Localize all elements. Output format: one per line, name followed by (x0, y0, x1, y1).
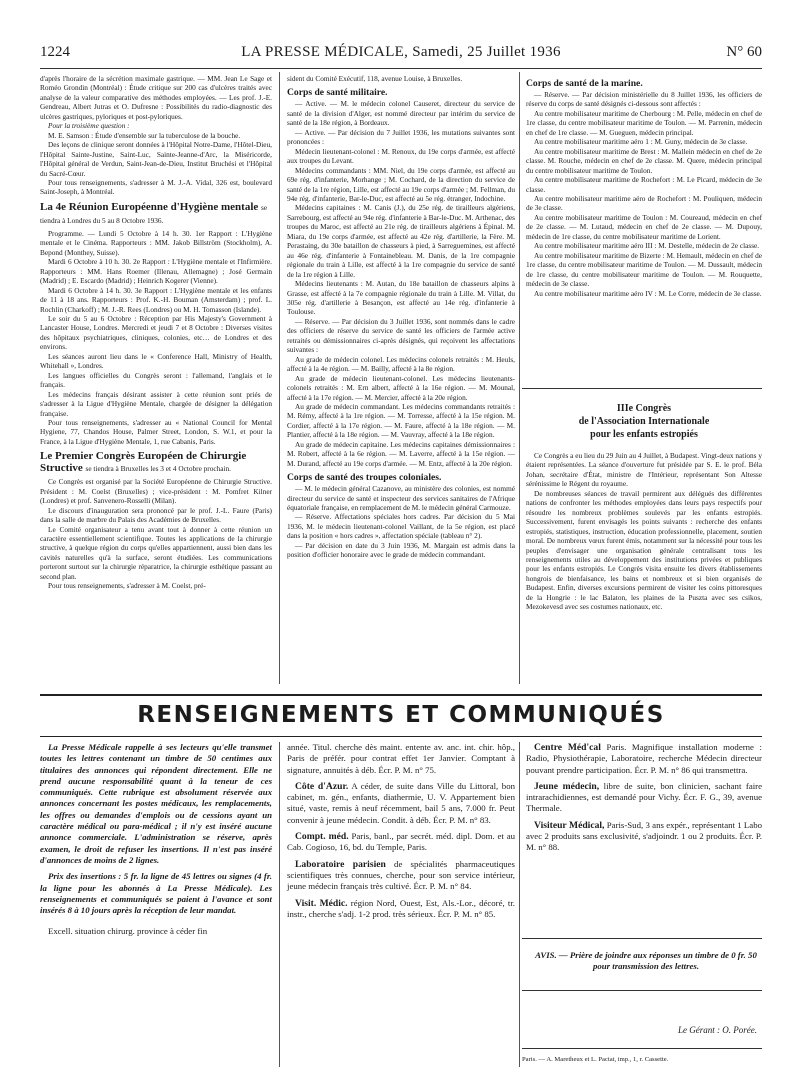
col3-paragraph: Au centre mobilisateur maritime aéro 1 : M. Guny, médecin de 3e classe. (534, 137, 748, 147)
col1-paragraph: Des leçons de clinique seront données à l'Hôpital Notre-Dame, l'Hôtel-Dieu, l'Hôpital Sainte-Justine, Saint-Luc, Sainte-Jeanne-d'Arc, la Miséricorde, l'Hôpital général de Verdun, Saint-Jean-de-Dieu, Institut Bruchési et l'Hôpital du Sacré-Cœur. (40, 140, 272, 178)
col1-paragraph: Le discours d'inauguration sera prononcé par le prof. J.-L. Faure (Paris) dans la salle de marbre du Palais des Académies de Bruxelles. (40, 505, 272, 525)
col1-paragraph: d'après l'horaire de la sécrétion maximale gastrique. — MM. Jean Le Sage et Roméo Grondin (Montréal) : Étude critique sur 200 cas d'ulcères traités avec analyse de la valeur comparative des méthodes employées. — Les prof. J.-E. Gendreau, Albert Jutras et O. Dufresne : Possibilités du radio-diagnostic des ulcères gastriques, pyloriques et post-pyloriques. (40, 74, 272, 121)
col1-paragraph: Mardi 6 Octobre à 14 h. 30. 3e Rapport : L'Hygiène mentale et les enfants de 11 à 18 ans. Rapporteurs : Prof. K.-H. Bouman (Amsterdam) ; prof. L. Rochlin (Charkoff) ; M. J.-R. Rees (Londres) ou M. H. Tomasson (Islande). (40, 285, 272, 314)
avis-rule (522, 938, 762, 939)
ad-heading: Jeune médecin, (534, 780, 600, 792)
col2-paragraph: Au grade de médecin colonel. Les médecins colonels retraités : M. Heuls, affecté à la 4e région. — M. Bailly, affecté à la 8e région. (287, 354, 515, 374)
ad-text: libre de suite, bon clinicien, sachant faire intrarachidiennes, est demandé pour Vichy. Écr. F. G., 39, avenue Thermale. (526, 780, 762, 814)
col2-paragraph: — Active. — M. le médecin colonel Causeret, directeur du service de santé de la division d'Alger, est nommé directeur par intérim du service de santé de la 18e région, à Bordeaux. (287, 99, 515, 128)
col2-paragraph: sident du Comité Exécutif, 118, avenue Louise, à Bruxelles. (287, 74, 463, 83)
ad-text: A céder, de suite dans Ville du Littoral, bon cabinet, m. gén., enfants, diathermie, U. V. Appartement bien situé, vaste, remis à neuf récemment, bail 5 ans, 7.000 fr. Peut convenir à jeune médecin. Condit. à déb. Écr. P. M. n° 83. (287, 780, 516, 825)
section-heading-hygiene (40, 201, 272, 227)
congres-paragraph: De nombreuses séances de travail permirent aux délégués des différentes nations de confronter les méthodes employées dans leurs pays respectifs pour résoudre les nombreux problèmes soulevés par les enfants estropiés. Successivement, furent envisagés les points suivants : recherche des enfants estropiés, statistiques, instruction, éducation professionnelle, placement, soutien moral. De nombreux vœux furent émis, notamment sur la nécessité pour tous les peuples d'envisager une organisation générale centralisant tous les renseignements utiles au développement des institutions privées et publiques pour les enfants estropiés. Le Congrès visita ensuite les divers établissements hongrois de bienfaisance, les bains et nombreux et si bien organisés de Budapest. Enfin, diverses excursions permirent de visiter les coins pittoresques de la Hongrie : le lac Balaton, les plaines de la Puszta avec ses csikos, Mezokevesd avec ses costumes nationaux, etc. (526, 488, 762, 612)
ad-heading: Centre Méd'cal (534, 742, 601, 753)
col1-paragraph: Les médecins français désirant assister à cette réunion sont priés de s'adresser à la Ligue d'Hygiène Mentale, chargée de désigner la délégation française. (40, 389, 272, 418)
ad-heading: Côte d'Azur. (295, 780, 349, 792)
ad-text: de spécialités pharmaceutiques scientifiques très connues, cherche, pour son service intérieur, jeune médecin français très cultivé. Écr. P. M. n° 84. (287, 858, 515, 892)
congres-title-line-2: de l'Association Internationale (578, 416, 710, 427)
ad-text: Paris, banl., par secrét. méd. dipl. Dom. et au Cab. Cogioso, 16, bd. du Temple, Paris. (287, 831, 516, 853)
classified-ad (526, 742, 762, 776)
col3-paragraph: Au centre mobilisateur maritime de Brest : M. Mallein médecin en chef de 2e classe. M. Rouche, médecin en chef de 2e classe. M. Quere, médecin principal du centre mobilisateur maritime de Toulon. (526, 146, 762, 175)
classified-ad (287, 898, 515, 921)
col3-paragraph: — Réserve. — Par décision ministérielle du 8 Juillet 1936, les officiers de réserve du corps de santé désignés ci-dessous sont affectés : (526, 90, 762, 109)
ads-prices: Prix des insertions : 5 fr. la ligne de 45 lettres ou signes (4 fr. la ligne pour les abonnés à La Presse Médicale). Les renseignements et communiqués se paient à l'avance et sont insérés 8 à 10 jours après la réception de leur mandat. (40, 871, 272, 916)
col3-paragraph: Au centre mobilisateur maritime aéro de Rochefort : M. Pouliquen, médecin de 3e classe. (526, 193, 762, 213)
col2-paragraph: Au grade de médecin lieutenant-colonel. Les médecins lieutenants-colonels retraités : M. Ern albert, affecté à la 16e région. — M. Mounal, affecté à la 17e région. — M. Mercier, affecté à la 20e région. (287, 373, 515, 402)
col2-paragraph: Médecins commandants : MM. Niel, du 19e corps d'armée, est affecté au 69e rég. d'infanterie, Morhange ; M. Cochard, de la direction du service de santé de la 1re région, Lille, est affecté au 19e corps d'armée ; M. Fellman, du 94e rég. d'infanterie, Bar-le-Duc, est affecté au 5e rég. étranger, Indochine. (287, 165, 515, 203)
col2-paragraph: Médecins lieutenants : M. Autan, du 18e bataillon de chasseurs alpins à Grasse, est affecté à la 7e compagnie régionale du train à Lille. M. Villat, du 305e rég. d'artillerie à Besançon, est affecté au 14e rég. d'infanterie à Toulouse. (287, 279, 515, 317)
col3-paragraph: Au centre mobilisateur maritime aéro III : M. Destelle, médecin de 2e classe. (534, 241, 760, 251)
col1-paragraph: Pour tous renseignements, s'adresser au « National Council for Mental Hygiene, 77, Chandos House, Palmer Street, London, S. W.1, et pour la France, à la Ligue d'Hygiène Mentale, 1, rue Cabanis, Paris. (40, 417, 272, 446)
journal-title: LA PRESSE MÉDICALE, Samedi, 25 Juillet 1936 (241, 44, 561, 60)
col3-paragraph: Au centre mobilisateur maritime de Bizerte : M. Hemault, médecin en chef de 1re classe, du centre mobilisateur maritime de Toulon. — M. Dussault, médecin de 1re classe, du centre mobilisateur maritime de Toulon. — M. Rouquette, médecin de 3e classe. (526, 250, 762, 289)
classified-ad (526, 781, 762, 815)
col2-paragraph: — Active. — Par décision du 7 Juillet 1936, les mutations suivantes sont prononcées : (287, 127, 515, 147)
col1-paragraph: Pour tous renseignements, s'adresser à M. J.-A. Vidal, 326 est, boulevard Saint-Joseph, à Montréal. (40, 177, 272, 197)
ad-text: Paris. Magnifique installation moderne : Radio, Physiothérapie, Laboratoire, recherche Médecin directeur pouvant prendre participation. Écr. P. M. n° 86 qui transmettra. (526, 742, 762, 775)
col2-paragraph: Au grade de médecin capitaine. Les médecins capitaines démissionnaires : M. Robert, affecté à la 6e région. — M. Laverre, affecté à la 15e région. — M. Durand, affecté au 19e corps d'armée. — M. Entz, affecté à la 20e région. (287, 439, 515, 468)
classified-ad: Excell. situation chirurg. province à céder fin (48, 926, 208, 937)
ad-heading: Visit. Médic. (295, 897, 348, 909)
imprint-rule (522, 1048, 762, 1049)
heading-text: Le Premier Congrès Européen de Chirurgie Structive (40, 450, 247, 475)
ads-column-3 (526, 742, 762, 859)
ad-text: région Nord, Ouest, Est, Als.-Lor., décoré, tr. instr., cherche s'adj. 1-2 prod. très sérieux. Écr. P. M. n° 85. (287, 897, 515, 919)
col1-paragraph: Le soir du 5 au 6 Octobre : Réception par His Majesty's Government à Lancaster House, Londres. Mercredi et jeudi 7 et 8 Octobre : Diverses visites des hôpitaux psychiatriques, cliniques, colonies, etc… de Londres et des environs. (40, 313, 272, 352)
column-divider (279, 72, 280, 684)
col1-paragraph: Le Comité organisateur a tenu avant tout à donner à cette réunion un caractère essentiellement scientifique. Toutes les applications de la chirurgie structive, à quelque région du corps qu'elles appartiennent, aussi bien dans les cavités naturelles qu'à la surface, seront étudiées. Les communications porteront surtout sur la chirurgie réparatrice, la chirurgie esthétique passant au second plan. (40, 524, 272, 581)
congres-title-line-1: IIIe Congrès (616, 403, 672, 414)
col2-paragraph: — Réserve. Affectations spéciales hors cadres. Par décision du 5 Mai 1936, M. le médecin lieutenant-colonel Vaillant, de la 5e région, est placé dans la position « hors cadres », affectation spéciale (tableau n° 2). (287, 512, 515, 541)
ad-text: Paris-Sud, 3 ans expér., représentant 1 Labo avec 2 produits sans exclusivité, s'adjoindr. 1 ou 2 produits. Écr. P. M. n° 88. (526, 819, 763, 853)
ads-notice: La Presse Médicale rappelle à ses lecteurs qu'elle transmet toutes les lettres contenant un timbre de 50 centimes aux titulaires des annonces qui répondent directement. Elle ne prend aucune responsabilité quant à la teneur de ces communiqués. Cette rubrique est absolument réservée aux annonces concernant les postes médicaux, les remplacements, les offres ou demandes d'emplois ou de cessions ayant un caractère médical ou para-médical ; il n'y est inséré aucune annonce commerciale. L'administration se réserve, après examen, le droit de refuser les insertions. Il n'est pas inséré d'annonces de moins de 2 lignes. (40, 742, 272, 865)
column-divider (519, 72, 520, 684)
banner-title: RENSEIGNEMENTS ET COMMUNIQUÉS (137, 702, 665, 728)
column-2 (287, 74, 515, 560)
page-number: 1224 (40, 44, 70, 60)
heading-subtext: se tiendra à Bruxelles les 3 et 4 Octobre prochain. (85, 464, 231, 474)
classified-ad (287, 781, 515, 826)
ad-heading: Laboratoire parisien (295, 858, 386, 870)
gerant-signature: Le Gérant : O. Porée. (678, 1025, 757, 1035)
col2-paragraph: — Réserve. — Par décision du 3 Juillet 1936, sont nommés dans le cadre des officiers de réserve du service de santé les officiers de l'armée active retraités ou démissionnaires ci-après désignés, qui reçoivent les affectations suivantes : (287, 316, 515, 355)
ad-heading: Compt. méd. (295, 831, 349, 843)
col2-paragraph: Médecin lieutenant-colonel : M. Renoux, du 19e corps d'armée, est affecté aux troupes du Levant. (287, 146, 515, 166)
section-heading-coloniales: Corps de santé des troupes coloniales. (287, 472, 442, 484)
col2-paragraph: — M. le médecin général Cazanove, au ministère des colonies, est nommé directeur du service de santé et inspecteur des services sanitaires de l'Afrique équatoriale française, en remplacement de M. le médecin général Carmouze. (287, 484, 515, 513)
ad-heading: Visiteur Médical, (534, 819, 605, 831)
column-divider (279, 742, 280, 1067)
section-heading-militaire: Corps de santé militaire. (287, 87, 388, 99)
col3-paragraph: Au centre mobilisateur maritime de Rochefort : M. Le Picard, médecin de 3e classe. (526, 175, 762, 194)
printer-imprint: Paris. — A. Maretheux et L. Pactat, imp., 1, r. Cassette. (522, 1056, 669, 1063)
avis-notice: AVIS. — Prière de joindre aux réponses un timbre de 0 fr. 50 pour transmission des lettres. (535, 950, 757, 972)
issue-number: N° 60 (726, 44, 762, 60)
ads-column-2 (287, 742, 515, 925)
col1-paragraph: M. E. Samson : Étude d'ensemble sur la tuberculose de la bouche. (48, 130, 241, 140)
ads-column-1 (40, 742, 272, 943)
header-rule (40, 68, 762, 69)
section-heading-marine: Corps de santé de la marine. (526, 78, 643, 89)
avis-rule (522, 990, 762, 991)
page-header (40, 44, 762, 66)
congres-paragraph: Ce Congrès a eu lieu du 29 Juin au 4 Juillet, à Budapest. Vingt-deux nations y étaient représentées. La séance d'ouverture fut présidée par S. E. le prof. Béla Johan, secrétaire d'État, ministre de l'Intérieur, représentant Son Altesse sérénissime le Régent du royaume. (526, 451, 762, 489)
col1-paragraph: Pour tous renseignements, s'adresser à M. Coelst, pré- (48, 581, 206, 591)
classified-ad (526, 820, 762, 854)
classified-ad (287, 859, 515, 893)
col2-paragraph: Au grade de médecin commandant. Les médecins commandants retraités : M. Rémy, affecté à la 1re région. — M. Torresse, affecté à la 15e région. M. Cordier, affecté à la 17e région. — M. Faure, affecté à la 18e région. — M. Plantier, affecté à la 18e région. — M. Vauvray, affecté à la 18e région. (287, 401, 515, 440)
col2-paragraph: Médecins capitaines : M. Canis (J.), du 25e rég. de tirailleurs algériens, Sarrebourg, est affecté au 94e rég. d'infanterie à Bar-le-Duc. M. Arthenac, des troupes du Maroc, est affecté au 21e rég. de tirailleurs algériens à Épinal. M. Miara, du 19e corps d'armée, est affecté au 42e rég. d'artillerie, la Fère. M. Perastaing, du 30e bataillon de chasseurs à pied, à Sarreguemines, est affecté au 46e rég. d'infanterie à Fontainebleau. M. Danis, de la 1re compagnie régionale du train à Lille, est affecté à la 1re compagnie du service de santé de la 1re région à Lille. (287, 203, 515, 279)
section-rule (522, 388, 762, 389)
renseignements-banner (40, 694, 762, 737)
section-heading-chirurgie (40, 450, 272, 475)
col1-paragraph: Pour la troisième question : (48, 121, 130, 131)
classified-ad (287, 831, 515, 854)
col1-paragraph: Les séances auront lieu dans le « Conference Hall, Ministry of Health, Whitehall », Londres. (40, 351, 272, 371)
col1-paragraph: Programme. — Lundi 5 Octobre à 14 h. 30. 1er Rapport : L'Hygiène mentale et le Cinéma. Rapporteurs : MM. Jakob Billström (Stockholm), A. Bepond (Monthey, Suisse). (40, 228, 272, 257)
col2-paragraph: — Par décision en date du 3 Juin 1936, M. Margain est admis dans la position d'officier honoraire avec le grade de médecin commandant. (287, 540, 515, 560)
col3-paragraph: Au centre mobilisateur maritime de Cherbourg : M. Pelle, médecin en chef de 1re classe, du centre mobilisateur maritime de Toulon. — M. Parrenin, médecin en chef de 1re classe. — M. Gueguen, médecin principal. (526, 108, 762, 137)
col3-paragraph: Au centre mobilisateur maritime de Toulon : M. Coureaud, médecin en chef de 2e classe. — M. Lutaud, médecin en chef de 2e classe. — M. Dupouy, médecin de 1re classe, du centre mobilisateur maritime de Lorient. (526, 212, 762, 241)
col1-paragraph: Ce Congrès est organisé par la Société Européenne de Chirurgie Structive. Président : M. Coelst (Bruxelles) ; vice-président : M. Pomfret Kilner (Londres) et prof. Sanvenero-Rosselli (Milan). (40, 477, 272, 506)
column-divider (519, 742, 520, 1067)
heading-text: La 4e Réunion Européenne d'Hygiène mentale (40, 200, 259, 213)
column-3 (526, 74, 762, 298)
column-1 (40, 74, 272, 591)
heading-subtext: se tiendra à Londres du 5 au 8 Octobre 1936. (40, 202, 268, 225)
col1-paragraph: Les langues officielles du Congrès seront : l'allemand, l'anglais et le français. (40, 370, 272, 390)
col1-paragraph: Mardi 6 Octobre à 10 h. 30. 2e Rapport : L'Hygiène mentale et l'Infirmière. Rapporteurs : MM. Hans Roemer (Illenau, Allemagne) ; José Germain (Madrid) ; E. Escardo (Madrid) ; Heinrich Kogerer (Vienne). (40, 257, 272, 286)
congres-title-line-3: pour les enfants estropiés (590, 429, 698, 440)
classified-ad: année. Titul. cherche dès maint. entente av. anc. int. chir. hôp., Paris de préfér. pour contrat effet 1er Janvier. Comptant à signature, annuités à déb. Écr. P. M. n° 75. (287, 742, 515, 775)
col3-paragraph: Au centre mobilisateur maritime aéro IV : M. Le Corre, médecin de 3e classe. (534, 288, 762, 298)
congres-article (526, 402, 762, 612)
